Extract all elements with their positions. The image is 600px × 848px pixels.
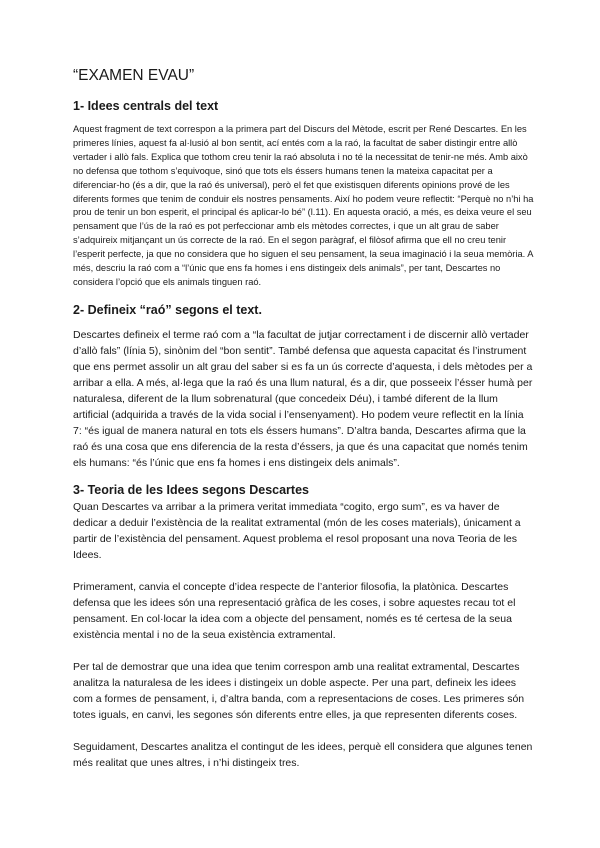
document-page (73, 66, 535, 771)
section-3-paragraph-2: Primerament, canvia el concepte d’idea respecte de l’anterior filosofia, la platònica. Descartes defensa que les idees són una representació gràfica de les coses, i sobre aquestes recau tot el pensament. En col·locar la idea com a objecte del pensament, només es té certesa de la seua existència mental i no de la seua existència extramental. (73, 580, 516, 641)
document-title: “EXAMEN EVAU” (73, 67, 195, 84)
section-2-paragraph: Descartes defineix el terme raó com a “la facultat de jutjar correctament i de discernir allò vertader d’allò fals” (línia 5), sinònim del “bon sentit”. També defensa que aquesta capacitat és l’instrument que ens permet assolir un alt grau del saber si es fa un ús correcte d’aquesta, i dels mètodes per a arribar a ella. A més, al·lega que la raó és una llum natural, és a dir, que posseeix l’ésser humà per naturalesa, diferent de la llum sobrenatural (que concedeix Déu), i també diferent de la llum artificial (adquirida a través de la vida social i l’ensenyament). Ho podem veure reflectit en la línia 7: “és igual de manera natural en tots els éssers humans”. D’altra banda, Descartes afirma que la raó és una cosa que ens diferencia de la resta d’éssers, ja que és una capacitat que només tenim els humans: “és l’únic que ens fa homes i ens distingeix dels animals”. (73, 328, 533, 469)
section-heading-2: 2- Defineix “raó” segons el text. (73, 302, 262, 317)
section-heading-1: 1- Idees centrals del text (73, 99, 219, 113)
section-3-paragraph-1: Quan Descartes va arribar a la primera veritat immediata “cogito, ergo sum”, es va haver de dedicar a deduir l’existència de la realitat extramental (món de les coses materials), únicament a partir de l’existència del pensament. Aquest problema el resol proposant una nova Teoria de les Idees. (73, 500, 521, 561)
section-heading-3: 3- Teoria de les Idees segons Descartes (73, 482, 309, 497)
section-3-paragraph-3: Per tal de demostrar que una idea que tenim correspon amb una realitat extramental, Descartes analitza la naturalesa de les idees i distingeix un doble aspecte. Per una part, defineix les idees com a formes de pensament, i, d’altra banda, com a representacions de coses. Les primeres són totes iguals, en canvi, les segones són diferents entre elles, ja que representen diferents coses. (73, 660, 525, 721)
section-1-paragraph: Aquest fragment de text correspon a la primera part del Discurs del Mètode, escrit per René Descartes. En les primeres línies, aquest fa al·lusió al bon sentit, ací entés com a la raó, la facultat de saber distingir entre allò vertader i allò fals. Explica que tothom creu tenir la raó absoluta i no té la necessitat de tenir-ne més. Amb això no defensa que tothom s’equivoque, sinó que tots els éssers humans tenen la mateixa capacitat per a diferenciar-ho (és a dir, que la raó és universal), però el fet que existisquen diferents opinions prové de les diferents formes que tenim de conduir els nostres pensaments. Així ho podem veure reflectit: “Perquè no n’hi ha prou de tenir un bon esperit, el principal és aplicar-lo bé” (l.11). En aquesta oració, a més, es deixa veure el seu pensament que l’ús de la raó es pot perfeccionar amb els mètodes correctes, i que un alt grau de saber s’adquireix mitjançant un ús correcte de la raó. En el segon paràgraf, el filòsof afirma que ell no creu tenir l’esperit perfecte, ja que no considera que ho siguen el seu pensament, la seua imaginació i la seua memòria. A més, descriu la raó com a “l’únic que ens fa homes i ens distingeix dels animals”, per tant, Descartes no considera l’opció que els animals tinguen raó. (73, 124, 534, 287)
section-3-paragraph-4: Seguidament, Descartes analitza el contingut de les idees, perquè ell considera que algunes tenen més realitat que unes altres, i n’hi distingeix tres. (73, 740, 533, 769)
